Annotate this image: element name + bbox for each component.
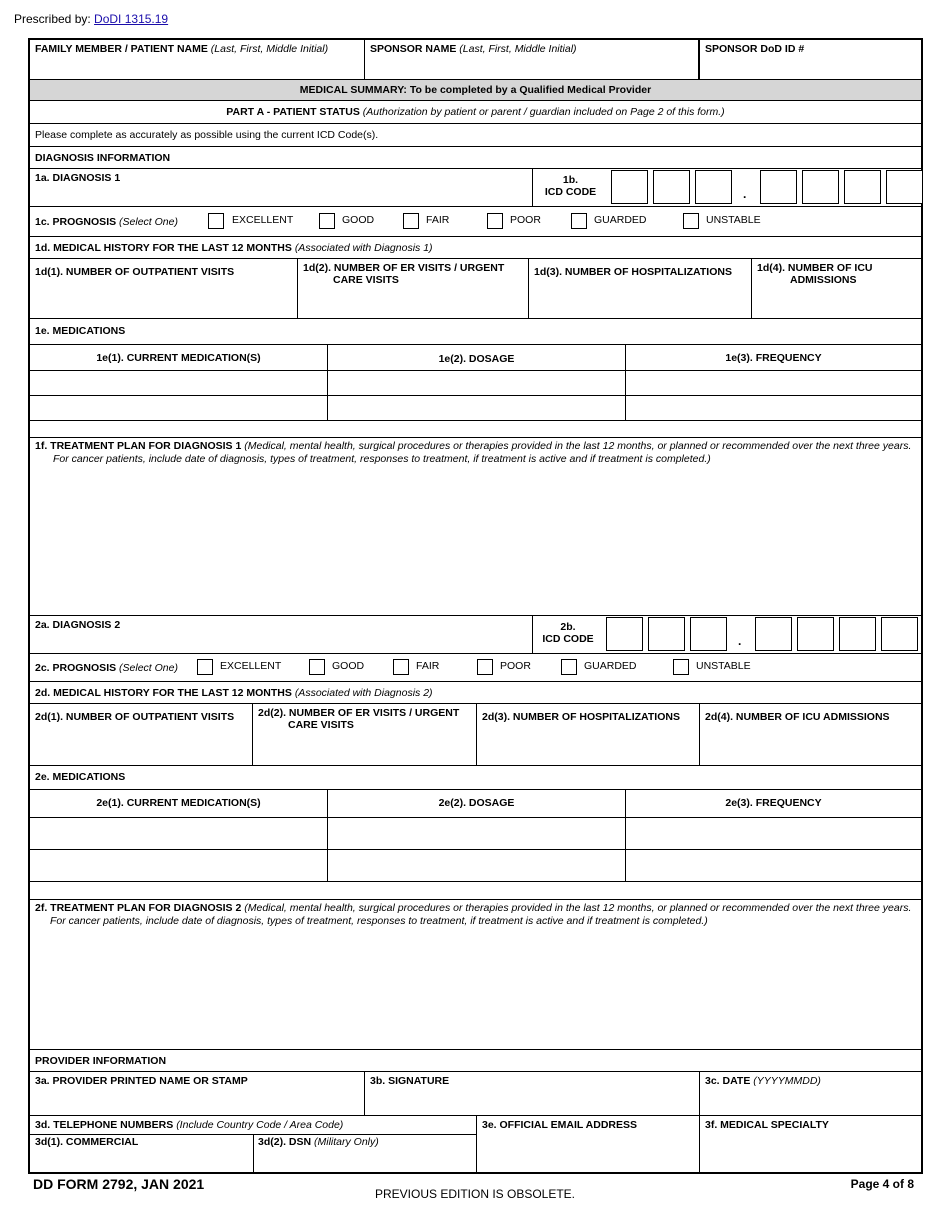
dodi-link[interactable]: DoDI 1315.19 xyxy=(94,12,169,26)
medications-1-header: 1e(1). CURRENT MEDICATION(S) 1e(2). DOSAGE 1e(3). FREQUENCY xyxy=(30,345,921,371)
medication-2-1[interactable] xyxy=(30,818,328,849)
frequency-1-1[interactable] xyxy=(626,371,921,395)
email-field[interactable]: 3e. OFFICIAL EMAIL ADDRESS xyxy=(477,1116,700,1174)
history-2-row xyxy=(30,704,921,766)
dsn-phone-field[interactable]: 3d(2). DSN (Military Only) xyxy=(258,1136,379,1148)
icd-code-1: 1b. ICD CODE . xyxy=(533,169,921,206)
medications-2-heading: 2e. MEDICATIONS xyxy=(30,766,921,790)
specialty-field[interactable]: 3f. MEDICAL SPECIALTY xyxy=(705,1119,829,1131)
icd-code-2: 2b. ICD CODE . xyxy=(533,616,921,653)
icd1-box-6[interactable] xyxy=(844,170,881,204)
prognosis-2-unstable-checkbox[interactable] xyxy=(673,659,689,675)
sponsor-name-field[interactable]: SPONSOR NAME (Last, First, Middle Initial) xyxy=(365,40,700,79)
prognosis-2-row: 2c. PROGNOSIS (Select One) EXCELLENT GOOD FAIR POOR GUARDED UNSTABLE xyxy=(30,654,921,682)
dosage-2-1[interactable] xyxy=(328,818,626,849)
er-visits-2[interactable]: 2d(2). NUMBER OF ER VISITS / URGENT CARE VISITS xyxy=(253,704,477,765)
treatment-plan-1-field[interactable]: 1f. TREATMENT PLAN FOR DIAGNOSIS 1 (Medical, mental health, surgical procedures or therapies provided in the last 12 months, or planned or recommended over the next three years. For cancer patients, include date of diagnosis, types of treatment, responses to treatment, if treatment is active and if treatment is completed.) xyxy=(30,438,921,616)
part-a-title: PART A - PATIENT STATUS (Authorization by patient or parent / guardian included on Page 2 of this form.) xyxy=(30,101,921,124)
medications-1-heading: 1e. MEDICATIONS xyxy=(30,319,921,345)
outpatient-visits-1[interactable]: 1d(1). NUMBER OF OUTPATIENT VISITS xyxy=(30,259,298,318)
telephone-numbers: 3d. TELEPHONE NUMBERS (Include Country Code / Area Code) 3d(1). COMMERCIAL 3d(2). DSN (Military Only) xyxy=(30,1116,477,1174)
icd1-box-1[interactable] xyxy=(611,170,648,204)
prognosis-2-good-checkbox[interactable] xyxy=(309,659,325,675)
icu-admissions-2[interactable]: 2d(4). NUMBER OF ICU ADMISSIONS xyxy=(705,711,890,723)
icd2-box-6[interactable] xyxy=(839,617,876,651)
treatment-plan-2-field[interactable]: 2f. TREATMENT PLAN FOR DIAGNOSIS 2 (Medical, mental health, surgical procedures or therapies provided in the last 12 months, or planned or recommended over the next three years. For cancer patients, include date of diagnosis, types of treatment, responses to treatment, if treatment is active and if treatment is completed.) xyxy=(30,900,921,1050)
sponsor-id-field[interactable]: SPONSOR DoD ID # xyxy=(705,43,805,55)
header-row xyxy=(30,40,921,80)
prescribed-by xyxy=(14,12,168,26)
icd2-box-3[interactable] xyxy=(690,617,727,651)
spacer-2 xyxy=(30,882,921,900)
icd1-box-4[interactable] xyxy=(760,170,797,204)
medications-1-row-2 xyxy=(30,396,921,421)
instructions: Please complete as accurately as possible using the current ICD Code(s). xyxy=(30,124,921,147)
medication-1-1[interactable] xyxy=(30,371,328,395)
medical-summary-bar: MEDICAL SUMMARY: To be completed by a Qualified Medical Provider xyxy=(30,80,921,101)
dosage-2-2[interactable] xyxy=(328,850,626,881)
medication-1-2[interactable] xyxy=(30,396,328,420)
diagnosis-info-heading: DIAGNOSIS INFORMATION xyxy=(30,147,921,169)
icd2-box-2[interactable] xyxy=(648,617,685,651)
prognosis-1-excellent-checkbox[interactable] xyxy=(208,213,224,229)
page-number: Page 4 of 8 xyxy=(850,1177,914,1191)
icd1-box-2[interactable] xyxy=(653,170,690,204)
date-field[interactable]: 3c. DATE (YYYYMMDD) xyxy=(705,1075,821,1087)
dosage-1-1[interactable] xyxy=(328,371,626,395)
icd2-box-7[interactable] xyxy=(881,617,918,651)
diagnosis-2-field[interactable]: 2a. DIAGNOSIS 2 xyxy=(30,616,533,653)
prognosis-2-excellent-checkbox[interactable] xyxy=(197,659,213,675)
prognosis-2-fair-checkbox[interactable] xyxy=(393,659,409,675)
frequency-2-2[interactable] xyxy=(626,850,921,881)
prognosis-1-poor-checkbox[interactable] xyxy=(487,213,503,229)
frequency-1-2[interactable] xyxy=(626,396,921,420)
patient-name-field[interactable]: FAMILY MEMBER / PATIENT NAME (Last, First, Middle Initial) xyxy=(30,40,365,79)
provider-row-1 xyxy=(30,1072,921,1116)
er-visits-1[interactable]: 1d(2). NUMBER OF ER VISITS / URGENT CARE VISITS xyxy=(298,259,529,318)
diagnosis-1-row xyxy=(30,169,921,207)
icd2-box-4[interactable] xyxy=(755,617,792,651)
icd1-box-7[interactable] xyxy=(886,170,923,204)
prognosis-1-row: 1c. PROGNOSIS (Select One) EXCELLENT GOOD FAIR POOR GUARDED UNSTABLE xyxy=(30,207,921,237)
obsolete-notice: PREVIOUS EDITION IS OBSOLETE. xyxy=(374,1187,576,1201)
signature-field[interactable]: 3b. SIGNATURE xyxy=(365,1072,700,1115)
form-number: DD FORM 2792, JAN 2021 xyxy=(33,1176,205,1192)
prescribed-label: Prescribed by: xyxy=(14,12,91,26)
prognosis-1-guarded-checkbox[interactable] xyxy=(571,213,587,229)
history-1-row xyxy=(30,259,921,319)
history-1-heading: 1d. MEDICAL HISTORY FOR THE LAST 12 MONTHS (Associated with Diagnosis 1) xyxy=(30,237,921,259)
icd2-box-1[interactable] xyxy=(606,617,643,651)
medications-2-row-1 xyxy=(30,818,921,850)
history-2-heading: 2d. MEDICAL HISTORY FOR THE LAST 12 MONTHS (Associated with Diagnosis 2) xyxy=(30,682,921,704)
icu-admissions-1[interactable]: 1d(4). NUMBER OF ICU ADMISSIONS xyxy=(757,262,873,286)
prognosis-1-unstable-checkbox[interactable] xyxy=(683,213,699,229)
prognosis-2-guarded-checkbox[interactable] xyxy=(561,659,577,675)
diagnosis-1-field[interactable]: 1a. DIAGNOSIS 1 xyxy=(30,169,533,206)
provider-name-field[interactable]: 3a. PROVIDER PRINTED NAME OR STAMP xyxy=(30,1072,365,1115)
hospitalizations-2[interactable]: 2d(3). NUMBER OF HOSPITALIZATIONS xyxy=(477,704,700,765)
commercial-phone-field[interactable]: 3d(1). COMMERCIAL xyxy=(35,1136,139,1148)
diagnosis-2-row xyxy=(30,616,921,654)
outpatient-visits-2[interactable]: 2d(1). NUMBER OF OUTPATIENT VISITS xyxy=(30,704,253,765)
prognosis-1-good-checkbox[interactable] xyxy=(319,213,335,229)
hospitalizations-1[interactable]: 1d(3). NUMBER OF HOSPITALIZATIONS xyxy=(529,259,752,318)
icd1-box-5[interactable] xyxy=(802,170,839,204)
medication-2-2[interactable] xyxy=(30,850,328,881)
spacer-1 xyxy=(30,421,921,438)
medications-1-row-1 xyxy=(30,371,921,396)
prognosis-1-fair-checkbox[interactable] xyxy=(403,213,419,229)
provider-heading: PROVIDER INFORMATION xyxy=(30,1050,921,1072)
form-page xyxy=(28,38,923,1174)
dosage-1-2[interactable] xyxy=(328,396,626,420)
icd1-box-3[interactable] xyxy=(695,170,732,204)
provider-row-2 xyxy=(30,1116,921,1174)
medications-2-header: 2e(1). CURRENT MEDICATION(S) 2e(2). DOSAGE 2e(3). FREQUENCY xyxy=(30,790,921,818)
prognosis-2-poor-checkbox[interactable] xyxy=(477,659,493,675)
icd2-box-5[interactable] xyxy=(797,617,834,651)
medications-2-row-2 xyxy=(30,850,921,882)
frequency-2-1[interactable] xyxy=(626,818,921,849)
